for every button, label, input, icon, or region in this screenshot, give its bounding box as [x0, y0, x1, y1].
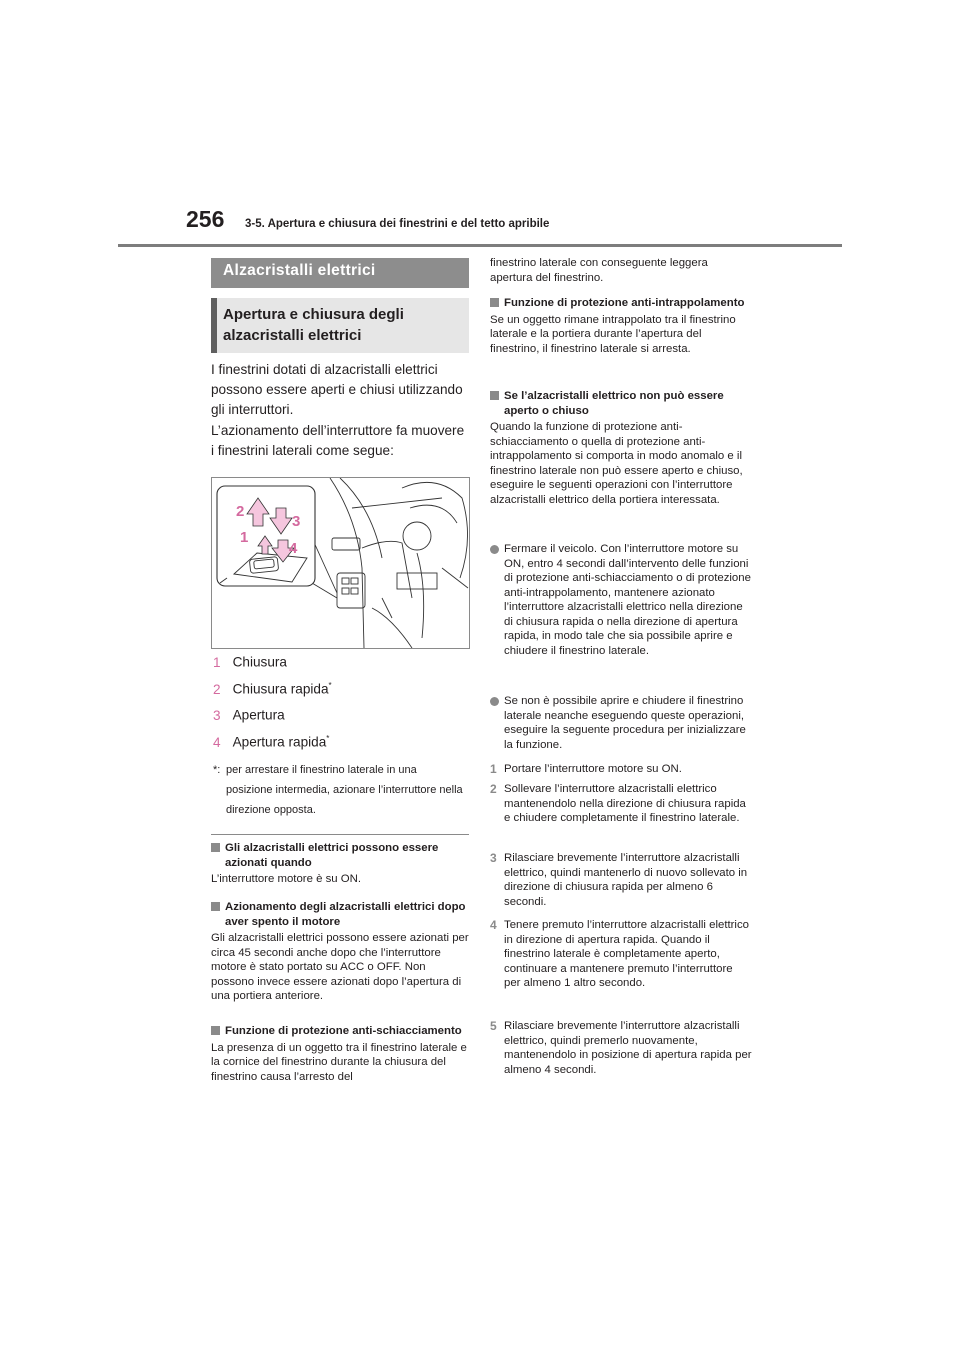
- step-text: Rilasciare brevemente l’interruttore alzacristalli elettrico, quindi premerlo nuovamente, mantenendolo in posizione di apertura rapida per almeno 4 secondi.: [504, 1020, 752, 1076]
- subsection-bar: [211, 298, 217, 353]
- continuation-text: finestrino laterale con conseguente leggera apertura del finestrino.: [490, 257, 708, 284]
- circle-bullet-icon: [490, 697, 499, 706]
- subsection-heading-title: Apertura e chiusura degli alzacristalli elettrici: [223, 306, 404, 344]
- procedure-step-5: [490, 1019, 752, 1077]
- legend-number: 1: [213, 654, 221, 670]
- note-title: Azionamento degli alzacristalli elettrici dopo aver spento il motore: [211, 900, 471, 929]
- square-bullet-icon: [490, 298, 499, 307]
- square-bullet-icon: [211, 1026, 220, 1035]
- legend-star: *: [326, 734, 330, 743]
- note-body: Se un oggetto rimane intrappolato tra il finestrino laterale e la portiera durante l’apertura del finestrino, il finestrino laterale si arresta.: [490, 313, 736, 355]
- notes-rule: [211, 834, 469, 835]
- legend-item-2: [213, 681, 332, 697]
- procedure-step-4: [490, 918, 752, 991]
- step-text: Tenere premuto l’interruttore alzacristalli elettrico in direzione di apertura rapida. Quando il finestrino laterale è completamente aperto, continuare a mantenere premuto l’interruttore per almeno 1 altro secondo.: [504, 919, 749, 989]
- note-body: Quando la funzione di protezione anti-schiacciamento o quella di protezione anti-intrappolamento si comporta in modo anomalo e il finestrino laterale non può essere aperto e chiuso, eseguire le seguenti operazioni con l’interruttore alzacristalli elettrico della portiera interessata.: [490, 421, 743, 506]
- step-number: 3: [490, 851, 497, 865]
- note-body: Gli alzacristalli elettrici possono essere azionati per circa 45 secondi anche dopo che l’interruttore motore è stato portato su ACC o OFF. Non possono invece essere azionati dopo l’apertura di una portiera anteriore.: [211, 932, 469, 1002]
- bullet-item-1: [490, 542, 752, 658]
- switch-illustration-drawing: [212, 478, 469, 648]
- intro-paragraph-1: I finestrini dotati di alzacristalli elettrici possono essere aperti e chiusi utilizzando gli interruttori.: [211, 362, 463, 417]
- running-title: 3-5. Apertura e chiusura dei finestrini e del tetto apribile: [245, 218, 550, 230]
- section-banner-title: Alzacristalli elettrici: [223, 262, 376, 279]
- zoom-inset: [217, 486, 315, 586]
- legend-text: Chiusura rapida: [232, 681, 329, 697]
- step-number: 2: [490, 782, 497, 796]
- page-number: 256: [186, 206, 225, 232]
- legend-number: 2: [213, 681, 221, 697]
- figure-label-1: 1: [240, 529, 249, 546]
- step-text: Portare l’interruttore motore su ON.: [504, 763, 682, 775]
- subsection-heading: [211, 298, 469, 353]
- step-number: 1: [490, 762, 497, 776]
- header-rule: [118, 244, 842, 247]
- bullet-item-2: [490, 694, 752, 752]
- step-number: 5: [490, 1019, 497, 1033]
- legend-text: Apertura: [232, 707, 285, 723]
- note-block-cannot-open-close: [490, 389, 752, 507]
- legend-number: 3: [213, 707, 221, 723]
- note-title: Gli alzacristalli elettrici possono essere azionati quando: [211, 841, 471, 870]
- note-block-anti-pinch: [211, 1024, 471, 1084]
- square-bullet-icon: [211, 902, 220, 911]
- note-block-anti-entrapment: [490, 296, 752, 356]
- note-body: L’interruttore motore è su ON.: [211, 873, 362, 885]
- note-title: Funzione di protezione anti-schiacciamento: [211, 1024, 471, 1039]
- footnote-mark: *:: [213, 764, 221, 776]
- legend-number: 4: [213, 734, 221, 750]
- note-block-operable: [211, 841, 471, 887]
- footnote-text: per arrestare il finestrino laterale in una posizione intermedia, azionare l’interruttore nella direzione opposta.: [226, 764, 463, 816]
- step-text: Sollevare l’interruttore alzacristalli elettrico mantenendolo nella direzione di chiusura rapida e chiudere completamente il finestrino laterale.: [504, 783, 746, 824]
- figure-label-2: 2: [236, 503, 245, 520]
- legend-item-4: [213, 734, 329, 750]
- procedure-step-1: [490, 762, 752, 777]
- dashboard-lines: [312, 478, 468, 648]
- step-text: Rilasciare brevemente l’interruttore alzacristalli elettrico, quindi mantenerlo di nuovo sollevato in direzione di chiusura rapida per almeno 6 secondi.: [504, 852, 748, 908]
- legend-text: Apertura rapida: [232, 734, 327, 750]
- circle-bullet-icon: [490, 545, 499, 554]
- note-title: Se l’alzacristalli elettrico non può essere aperto o chiuso: [490, 389, 752, 418]
- note-body: La presenza di un oggetto tra il finestrino laterale e la cornice del finestrino durante la chiusura del finestrino causa l’arresto del: [211, 1041, 467, 1083]
- figure-label-3: 3: [292, 513, 301, 530]
- legend-item-3: [213, 707, 285, 723]
- note-title: Funzione di protezione anti-intrappolamento: [490, 296, 752, 311]
- note-block-after-engine-off: [211, 900, 471, 1004]
- procedure-step-3: [490, 851, 752, 909]
- switch-illustration: [211, 477, 470, 649]
- procedure-step-2: [490, 782, 752, 826]
- square-bullet-icon: [211, 843, 220, 852]
- square-bullet-icon: [490, 391, 499, 400]
- figure-label-4: 4: [289, 540, 298, 557]
- bullet-text: Fermare il veicolo. Con l’interruttore motore su ON, entro 4 secondi dall’intervento delle funzioni di protezione anti-schiacciamento o di protezione anti-intrappolamento, mantenere azionato l’interruttore alzacristalli elettrico nella direzione di chiusura rapida o nella direzione di apertura rapida, in modo tale che sia possibile aprire e chiudere il finestrino laterale.: [504, 543, 751, 657]
- intro-paragraph-2: L’azionamento dell’interruttore fa muovere i finestrini laterali come segue:: [211, 423, 465, 458]
- legend-star: *: [328, 681, 332, 690]
- legend-text: Chiusura: [232, 654, 287, 670]
- section-banner: [211, 258, 469, 288]
- bullet-text: Se non è possibile aprire e chiudere il finestrino laterale neanche eseguendo queste operazioni, eseguire la seguente procedura per inizializzare la funzione.: [504, 695, 746, 751]
- step-number: 4: [490, 918, 497, 932]
- legend-item-1: [213, 654, 287, 670]
